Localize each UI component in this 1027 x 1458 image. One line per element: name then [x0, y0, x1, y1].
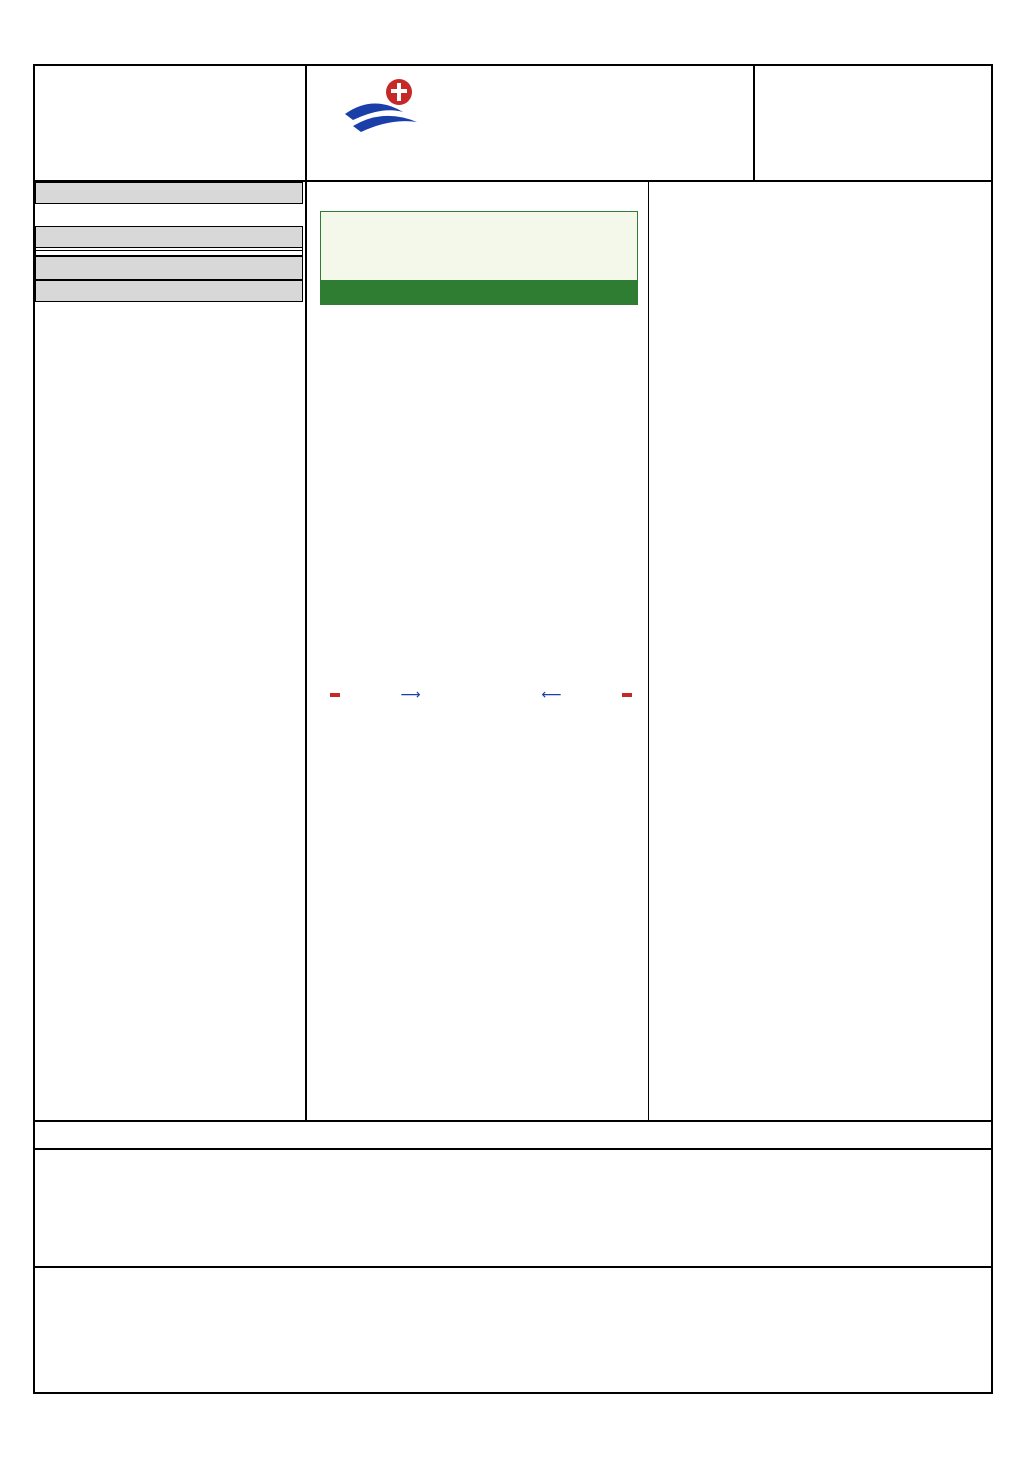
- prayer-priest: [622, 693, 632, 697]
- arrow-right-icon: ⟶: [400, 687, 421, 703]
- bank-bar: [35, 1120, 991, 1150]
- evening-prayer: [330, 684, 632, 734]
- staff-list: [35, 66, 305, 180]
- church-header: [305, 66, 755, 180]
- may-title: [312, 772, 646, 802]
- ads-row-1: [35, 1152, 991, 1268]
- pastoral-banner: [320, 211, 638, 305]
- church-logo-icon: [343, 76, 423, 136]
- center-column: [312, 318, 646, 345]
- catechumen-title: [35, 226, 303, 248]
- guideline-title: [312, 318, 646, 345]
- ads-row-2: [35, 1270, 991, 1392]
- may-text-1: [312, 802, 646, 832]
- banner-bottom: [321, 280, 637, 304]
- left-column: [35, 182, 303, 302]
- col-divider-2: [648, 180, 649, 1120]
- col-divider-1: [305, 180, 307, 1120]
- offering-title: [35, 280, 303, 302]
- may-section: [312, 772, 646, 862]
- catechumen-time: [36, 249, 302, 251]
- mass-title: [35, 182, 303, 204]
- night-section: [312, 878, 646, 906]
- prayer-family: [330, 693, 340, 697]
- liturgy-title: [35, 256, 303, 280]
- contact-list: [757, 66, 991, 180]
- may-text-2: [312, 832, 646, 862]
- arrow-left-icon: ⟵: [541, 687, 562, 703]
